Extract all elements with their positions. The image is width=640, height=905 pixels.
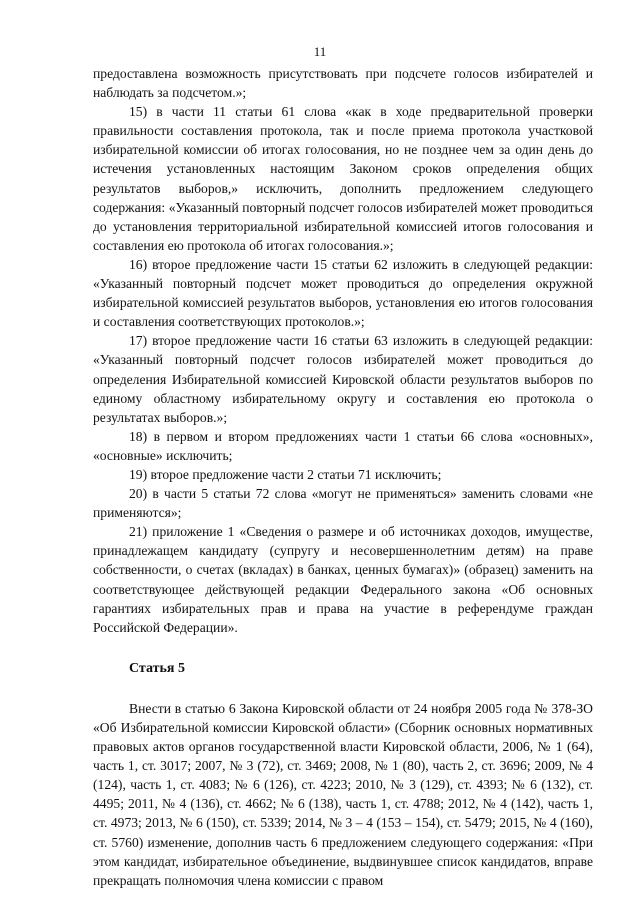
article-heading: Статья 5 bbox=[129, 660, 185, 676]
paragraph-article-5: Внести в статью 6 Закона Кировской области от 24 ноября 2005 года № 378-ЗО «Об Избирательной комиссии Кировской области» (Сборник основных нормативных правовых актов органов государственной власти Кировской области, 2006, № 1 (64), часть 1, ст. 3017; 2007, № 3 (72), ст. 3469; 2008, № 1 (80), часть 2, ст. 3696; 2009, № 4 (124), часть 1, ст. 4083; № 6 (126), ст. 4223; 2010, № 3 (129), ст. 4393; № 6 (132), ст. 4495; 2011, № 4 (136), ст. 4662; № 6 (138), часть 1, ст. 4788; 2012, № 4 (142), часть 1, ст. 4973; 2013, № 6 (150), ст. 5339; 2014, № 3 – 4 (153 – 154), ст. 5479; 2015, № 4 (160), ст. 5760) изменение, дополнив часть 6 предложением следующего содержания: «При этом кандидат, избирательное объединение, выдвинувшее список кандидатов, вправе прекращать полномочия члена комиссии с правом bbox=[93, 700, 593, 888]
paragraph-item-18: 18) в первом и втором предложениях части 1 статьи 66 слова «основных», «основные» исключить; bbox=[93, 428, 593, 463]
paragraph-item-19: 19) второе предложение части 2 статьи 71 исключить; bbox=[129, 466, 442, 482]
paragraph-item-20: 20) в части 5 статьи 72 слова «могут не применяться» заменить словами «не применяются»; bbox=[93, 486, 593, 521]
paragraph-item-15: 15) в части 11 статьи 61 слова «как в ходе предварительной проверки правильности составления протокола, так и после приема протокола участковой избирательной комиссии об итогах голосования, но не позднее чем за один день до истечения установленных настоящим Законом сроков определения общих результатов выборов,» исключить, дополнить предложением следующего содержания: «Указанный повторный подсчет голосов избирателей может проводиться до установления территориальной избирательной комиссией итогов голосования и составления ею протокола об итогах голосования.»; bbox=[93, 104, 593, 253]
paragraph-item-17: 17) второе предложение части 16 статьи 63 изложить в следующей редакции: «Указанный повторный подсчет голосов избирателей может проводиться до определения Избирательной комиссией Кировской области результатов выборов по единому областному избирательному округу и составления ею протокола о результатах выборов.»; bbox=[93, 333, 593, 425]
document-body bbox=[93, 64, 593, 890]
page-number: 11 bbox=[313, 44, 327, 59]
paragraph-item-16: 16) второе предложение части 15 статьи 62 изложить в следующей редакции: «Указанный повторный подсчет может проводиться до определения окружной избирательной комиссией результатов выборов, установления ею итогов голосования и составления соответствующих протоколов.»; bbox=[93, 256, 593, 330]
paragraph-item-21: 21) приложение 1 «Сведения о размере и об источниках доходов, имуществе, принадлежащем кандидату (супругу и несовершеннолетним детям) на праве собственности, о счетах (вкладах) в банках, ценных бумагах)» (образец) заменить на соответствующее действующей редакции Федерального закона «Об основных гарантиях избирательных прав и права на участие в референдуме граждан Российской Федерации». bbox=[93, 524, 593, 635]
paragraph-continuation: предоставлена возможность присутствовать при подсчете голосов избирателей и наблюдать за подсчетом.»; bbox=[93, 66, 593, 101]
